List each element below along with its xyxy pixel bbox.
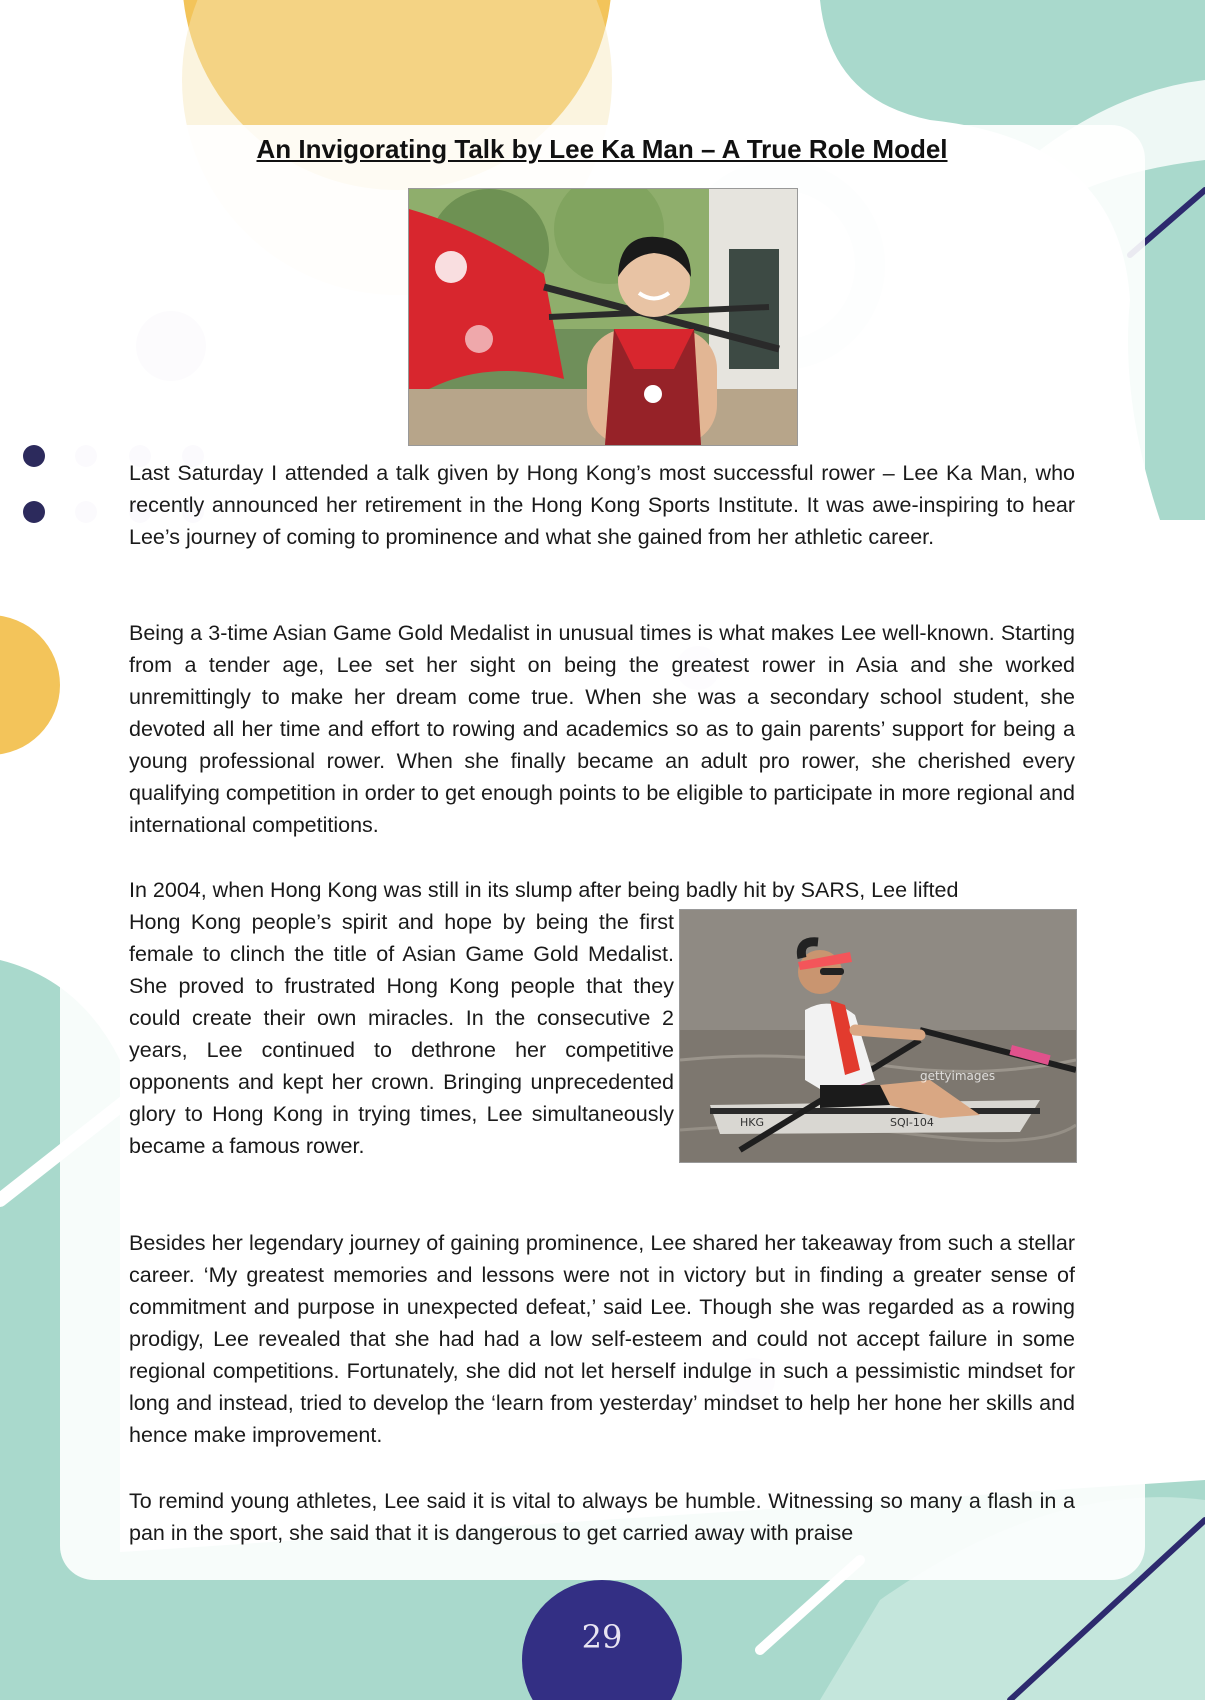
article: An Invigorating Talk by Lee Ka Man – A True Role Model Last Saturday I attended a talk given by Hong Kong’s most successful rower – Lee Ka Man, who recently announced her retirement in the Hong Kong Sports Institute. It was awe-inspiring to hear Lee’s journey of coming to prominence and what she gained from her athletic career. Being a 3-time Asian Game Gold Medalist in unusual times is what makes Lee well-known. Starting from a tender age, Lee set her sight on being the greatest rower in Asia and she worked unremittingly to make her dream come true. When she was a secondary school student, she devoted all her time and effort to rowing and academics so as to gain parents’ support for being a young professional rower. When she finally became an adult pro rower, she cherished every qualifying competition in order to get enough points to be eligible to participate in more regional and international competitions. In 2004, when Hong Kong was still in its slump after being badly hit by SARS, Lee lifted Hong Kong people’s spirit and hope by being the first female to clinch the title of Asian Game Gold Medalist. She proved to frustrated Hong Kong people that they could create their own miracles. In the consecutive 2 years, Lee continued to dethrone her competitive opponents and kept her crown. Bringing unprecedented glory to Hong Kong in trying times, Lee simultaneously became a famous rower. gettyimages HKG SQI-104 Besides her legendary journey of gaining prominence, Lee shared her takeaway from such a stellar career. ‘My greatest memories and lessons were not in victory but in finding a greater sense of commitment and purpose in unexpected defeat,’ said Lee. Though she was regarded as a rowing prodigy, Lee revealed that she had had a low self-esteem and could not accept failure in some regional competitions. Fortunately, she did not let herself indulge in such a pessimistic mindset for long and instead, tried to develop the ‘learn from yesterday’ mindset to help her hone her skills and hence make improvement. To remind young athletes, Lee said it is vital to always be humble. Witnessing so many a flash in a pan in the sport, she said that it is dangerous to get carried away with praise 29 xyxy=(129,134,1075,1656)
boat-code: HKG xyxy=(740,1116,765,1129)
paragraph-1: Last Saturday I attended a talk given by Hong Kong’s most successful rower – Lee Ka Man, who recently announced her retirement in the Hong Kong Sports Institute. It was awe-inspiring to hear Lee’s journey of coming to prominence and what she gained from her athletic career. xyxy=(129,461,1075,549)
rower-with-flag-photo xyxy=(408,188,798,446)
boat-number: SQI-104 xyxy=(890,1116,934,1129)
paragraph-3-continued: Hong Kong people’s spirit and hope by being the first female to clinch the title of Asian Game Gold Medalist. She proved to frustrated Hong Kong people that they could create their own miracles. In the consecutive 2 years, Lee continued to dethrone her competitive opponents and kept her crown. Bringing unprecedented glory to Hong Kong in trying times, Lee simultaneously became a famous rower. xyxy=(129,910,674,1158)
photo-watermark: gettyimages xyxy=(920,1069,996,1083)
rowing-boat-photo xyxy=(679,909,1077,1163)
paragraph-2: Being a 3-time Asian Game Gold Medalist in unusual times is what makes Lee well-known. Starting from a tender age, Lee set her sight on being the greatest rower in Asia and she worked unremittingly to make her dream come true. When she was a secondary school student, she devoted all her time and effort to rowing and academics so as to gain parents’ support for being a young professional rower. When she finally became an adult pro rower, she cherished every qualifying competition in order to get enough points to be eligible to participate in more regional and international competitions. xyxy=(129,621,1075,837)
paragraph-3: In 2004, when Hong Kong was still in its slump after being badly hit by SARS, Lee lifted xyxy=(129,878,959,902)
paragraph-5: To remind young athletes, Lee said it is vital to always be humble. Witnessing so many a flash in a pan in the sport, she said that it is dangerous to get carried away with praise xyxy=(129,1489,1075,1545)
article-title: An Invigorating Talk by Lee Ka Man – A True Role Model xyxy=(256,134,948,164)
paragraph-4: Besides her legendary journey of gaining prominence, Lee shared her takeaway from such a stellar career. ‘My greatest memories and lessons were not in victory but in finding a greater sense of commitment and purpose in unexpected defeat,’ said Lee. Though she was regarded as a rowing prodigy, Lee revealed that she had had a low self-esteem and could not accept failure in some regional competitions. Fortunately, she did not let herself indulge in such a pessimistic mindset for long and instead, tried to develop the ‘learn from yesterday’ mindset to help her hone her skills and hence make improvement. xyxy=(129,1231,1075,1447)
